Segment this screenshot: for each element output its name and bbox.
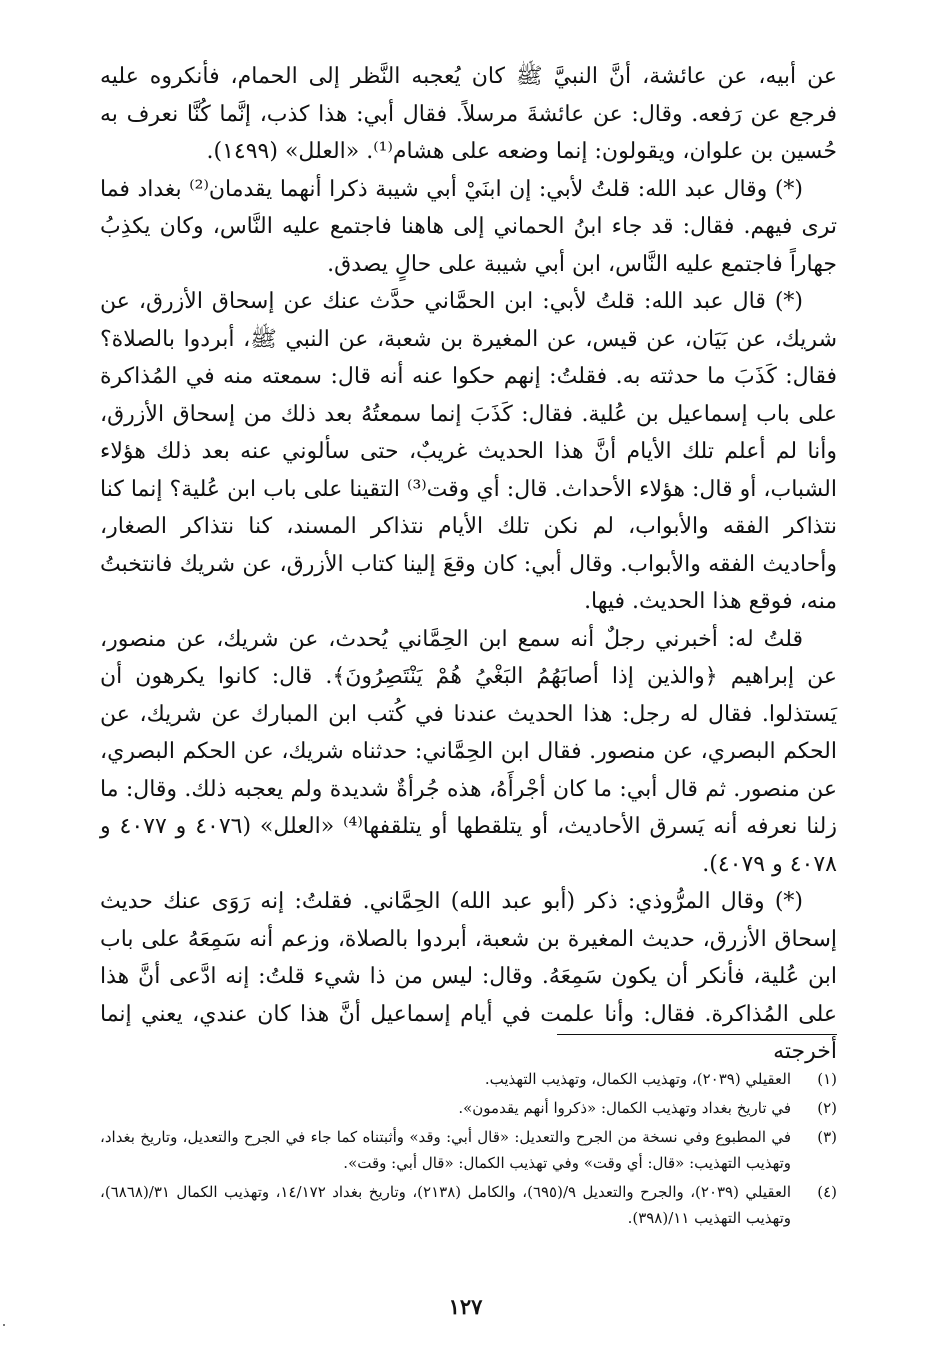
footnote-number: (٢) — [817, 1099, 837, 1117]
paragraph-1: عن أبيه، عن عائشة، أنَّ النبيَّ ﷺ كان يُعجبه النَّظر إلى الحمام، فأنكروه عليه فرجع عن رَفعه. وقال: عن عائشةَ مرسلاً. فقال أبي: هذا كذب، إنَّما كُنَّا نعرف به حُسين بن علوان، ويقولون: إنما وضعه على هشام⁽¹⁾. «العلل» (١٤٩٩). — [100, 64, 837, 164]
footnote-number: (٣) — [817, 1128, 837, 1146]
footnote-4 — [100, 1179, 837, 1231]
footnote-2 — [100, 1095, 837, 1121]
paragraph-3: (*) قال عبد الله: قلتُ لأبي: ابن الحمَّاني حدَّث عنك عن إسحاق الأزرق، عن شريك، عن بَيَان، عن قيس، عن المغيرة بن شعبة، عن النبي ﷺ، أبردوا بالصلاة؟ فقال: كَذَبَ ما حدثته به. فقلتُ: إنهم حكوا عنه أنه قال: سمعته منه في المُذاكرة على باب إسماعيل بن عُلية. فقال: كَذَبَ إنما سمعتُهُ بعد ذلك من إسحاق الأزرق، وأنا لم أعلم تلك الأيام أنَّ هذا الحديث غريبٌ، حتى سألوني عنه بعد ذلك هؤلاء الشباب، أو قال: هؤلاء الأحداث. قال: أي وقت⁽³⁾ التقينا على باب ابن عُلية؟ إنما كنا نتذاكر الفقه والأبواب، لم نكن تلك الأيام نتذاكر المسند، كنا نتذاكر الصغار، وأحاديث الفقه والأبواب. وقال أبي: كان وقعَ إلينا كتاب الأزرق، عن شريك فانتخبتُ منه، فوقع هذا الحديث. فيها. — [100, 289, 837, 614]
footnote-1 — [100, 1066, 837, 1092]
footnote-text: العقيلي (٢٠٣٩)، وتهذيب الكمال، وتهذيب التهذيب. — [484, 1070, 791, 1088]
footnote-text: في المطبوع وفي نسخة من الجرح والتعديل: «قال أبي: وقد» وأثبتناه كما جاء في الجرح والتعديل، وتاريخ بغداد، وتهذيب التهذيب: «قال: أي وقت» وفي تهذيب الكمال: «قال أبي: وقت». — [100, 1128, 791, 1172]
paragraph-5: (*) وقال المرُّوذي: ذكر (أبو عبد الله) الحِمَّاني. فقلتُ: إنه رَوَى عنك حديث إسحاق الأزرق، حديث المغيرة بن شعبة، أبردوا بالصلاة، وزعم أنه سَمِعَهُ على باب ابن عُلية، فأنكر أن يكون سَمِعَهُ. وقال: ليس من ذا شيء قلتُ: إنه ادَّعى أنَّ هذا على المُذاكرة. فقال: وأنا علمت في أيام إسماعيل أنَّ هذا كان عندي، يعني إنما أخرجته — [100, 889, 837, 1064]
page-number: ١٢٧ — [448, 1294, 483, 1319]
footnote-divider — [557, 1034, 837, 1035]
footnote-3 — [100, 1124, 837, 1176]
paragraph-2: (*) وقال عبد الله: قلتُ لأبي: إن ابنَيْ أبي شيبة ذكرا أنهما يقدمان⁽²⁾ بغداد فما ترى فيهم. فقال: قد جاء ابنُ الحماني إلى هاهنا فاجتمع عليه النَّاس، وكان يكذِبُ جهاراً فاجتمع عليه النَّاس، ابن أبي شيبة على حالٍ يصدق. — [100, 176, 837, 277]
footnote-number: (١) — [817, 1070, 837, 1088]
scan-speck — [3, 1324, 5, 1326]
footnote-text: العقيلي (٢٠٣٩)، والجرح والتعديل ٩/(٦٩٥)، والكامل (٢١٣٨)، وتاريخ بغداد ١٤/١٧٢، وتهذيب الكمال ٣١/(٦٨٦٨)، وتهذيب التهذيب ١١/(٣٩٨). — [100, 1183, 791, 1227]
footnote-number: (٤) — [817, 1183, 837, 1201]
main-text — [100, 58, 837, 1071]
footnote-text: في تاريخ بغداد وتهذيب الكمال: «ذكروا أنهم يقدمون». — [458, 1099, 791, 1117]
footnotes — [100, 1066, 837, 1234]
paragraph-4: قلتُ له: أخبرني رجلٌ أنه سمع ابن الحِمَّاني يُحدث، عن شريك، عن منصور، عن إبراهيم ﴿والذين إذا أصابَهُمُ البَغْيُ هُمْ يَنْتَصِرُونَ﴾. قال: كانوا يكرهون أن يَستذلوا. فقال له رجل: هذا الحديث عندنا في كُتب ابن المبارك عن شريك، عن الحكم البصري، عن منصور. فقال ابن الحِمَّاني: حدثناه شريك، عن الحكم البصري، عن منصور. ثم قال أبي: ما كان أجْرأَهُ، هذه جُرأةٌ شديدة ولم يعجبه ذلك. وقال: ما زلنا نعرفه أنه يَسرق الأحاديث، أو يتلقطها أو يتلقفها⁽⁴⁾ «العلل» (٤٠٧٦ و ٤٠٧٧ و ٤٠٧٨ و ٤٠٧٩). — [100, 626, 837, 877]
